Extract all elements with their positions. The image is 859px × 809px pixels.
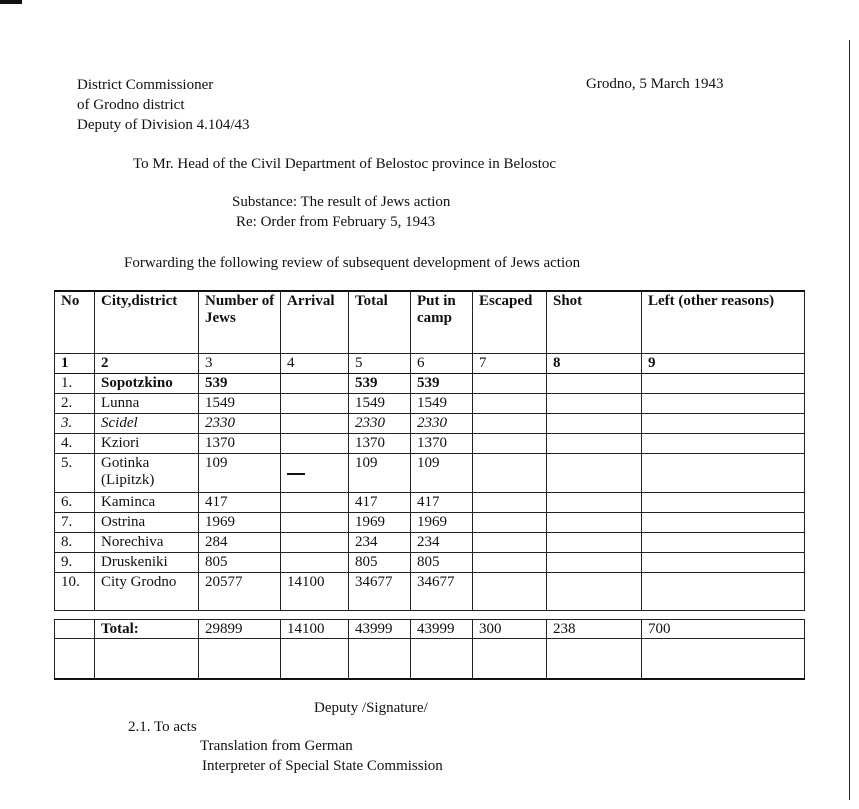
total-row	[55, 620, 805, 639]
cell-arrival: 14100	[281, 573, 349, 611]
cell-jews: 1370	[199, 434, 281, 454]
cell-jews: 417	[199, 493, 281, 513]
total-total: 43999	[349, 620, 411, 639]
cell-camp: 109	[411, 454, 473, 493]
total-left: 700	[642, 620, 805, 639]
cell-total: 417	[349, 493, 411, 513]
cell-shot	[547, 454, 642, 493]
cell-escaped	[473, 434, 547, 454]
table-row	[55, 454, 805, 493]
cell-total: 2330	[349, 414, 411, 434]
table-row	[55, 513, 805, 533]
col-header-left: Left (other reasons)	[642, 291, 805, 354]
cell-jews: 284	[199, 533, 281, 553]
cell-camp: 417	[411, 493, 473, 513]
cell-no: 2.	[55, 394, 95, 414]
total-shot: 238	[547, 620, 642, 639]
cell-camp: 1370	[411, 434, 473, 454]
cell-no: 1.	[55, 374, 95, 394]
cell-left	[642, 454, 805, 493]
blank-cell	[281, 639, 349, 680]
cell-escaped	[473, 533, 547, 553]
cell-no: 7.	[55, 513, 95, 533]
cell-camp: 805	[411, 553, 473, 573]
column-number-row	[55, 354, 805, 374]
cell-left	[642, 513, 805, 533]
cell-arrival	[281, 493, 349, 513]
cell-city: Ostrina	[95, 513, 199, 533]
col-num: 4	[281, 354, 349, 374]
col-header-no: No	[55, 291, 95, 354]
spacer-cell	[55, 611, 805, 620]
cell-arrival	[281, 533, 349, 553]
blank-cell	[642, 639, 805, 680]
total-camp: 43999	[411, 620, 473, 639]
col-header-arrival: Arrival	[281, 291, 349, 354]
acts-line: 2.1. To acts	[128, 719, 197, 735]
cell-no: 4.	[55, 434, 95, 454]
cell-jews: 109	[199, 454, 281, 493]
cell-arrival	[281, 414, 349, 434]
cell-no: 3.	[55, 414, 95, 434]
col-header-camp: Put in camp	[411, 291, 473, 354]
substance-line: Substance: The result of Jews action	[232, 194, 451, 210]
table-row	[55, 533, 805, 553]
col-header-jews: Number of Jews	[199, 291, 281, 354]
cell-shot	[547, 573, 642, 611]
cell-city: Sopotzkino	[95, 374, 199, 394]
cell-city: Kziori	[95, 434, 199, 454]
cell-shot	[547, 553, 642, 573]
cell-no: 8.	[55, 533, 95, 553]
reference-line: Re: Order from February 5, 1943	[236, 214, 436, 230]
cell-total: 1969	[349, 513, 411, 533]
total-label: Total:	[95, 620, 199, 639]
col-num: 3	[199, 354, 281, 374]
cell-city: City Grodno	[95, 573, 199, 611]
sender-line-3: Deputy of Division 4.104/43	[77, 117, 250, 133]
cell-arrival	[281, 394, 349, 414]
cell-escaped	[473, 414, 547, 434]
cell-jews: 20577	[199, 573, 281, 611]
cell-total: 1370	[349, 434, 411, 454]
blank-cell	[95, 639, 199, 680]
cell-escaped	[473, 573, 547, 611]
col-num: 5	[349, 354, 411, 374]
cell-left	[642, 573, 805, 611]
header-row	[55, 291, 805, 354]
cell-left	[642, 374, 805, 394]
cell-camp: 1969	[411, 513, 473, 533]
signature-line: Deputy /Signature/	[314, 700, 428, 716]
cell-total: 234	[349, 533, 411, 553]
cell-jews: 1969	[199, 513, 281, 533]
cell-total: 539	[349, 374, 411, 394]
cell-city	[95, 454, 199, 493]
blank-cell	[349, 639, 411, 680]
col-header-total: Total	[349, 291, 411, 354]
cell-city: Norechiva	[95, 533, 199, 553]
blank-row	[55, 639, 805, 680]
cell-escaped	[473, 513, 547, 533]
cell-camp: 34677	[411, 573, 473, 611]
intro-text: Forwarding the following review of subsequent development of Jews action	[124, 255, 581, 271]
col-num: 6	[411, 354, 473, 374]
translation-line: Translation from German	[200, 738, 353, 754]
cell-left	[642, 394, 805, 414]
interpreter-line: Interpreter of Special State Commission	[202, 758, 443, 774]
total-arrival: 14100	[281, 620, 349, 639]
total-escaped: 300	[473, 620, 547, 639]
place-date: Grodno, 5 March 1943	[586, 76, 724, 92]
cell-no: 5.	[55, 454, 95, 493]
table-row	[55, 374, 805, 394]
cell-total: 34677	[349, 573, 411, 611]
cell-arrival	[281, 553, 349, 573]
cell-escaped	[473, 374, 547, 394]
scan-mark	[0, 0, 22, 4]
cell-total: 805	[349, 553, 411, 573]
blank-cell	[473, 639, 547, 680]
table-row	[55, 573, 805, 611]
total-jews: 29899	[199, 620, 281, 639]
cell-city: Kaminca	[95, 493, 199, 513]
cell-shot	[547, 374, 642, 394]
addressee: To Mr. Head of the Civil Department of Belostoc province in Belostoc	[133, 156, 557, 172]
jews-action-table	[54, 290, 805, 680]
cell-camp: 234	[411, 533, 473, 553]
col-header-city: City,district	[95, 291, 199, 354]
col-num: 8	[547, 354, 642, 374]
table-row	[55, 394, 805, 414]
cell-arrival	[281, 434, 349, 454]
blank-cell	[55, 639, 95, 680]
dash-mark	[287, 473, 305, 475]
cell-city: Lunna	[95, 394, 199, 414]
sender-line-2: of Grodno district	[77, 97, 185, 113]
cell-shot	[547, 434, 642, 454]
col-num: 9	[642, 354, 805, 374]
cell-jews: 539	[199, 374, 281, 394]
cell-no	[55, 620, 95, 639]
blank-cell	[411, 639, 473, 680]
cell-total: 109	[349, 454, 411, 493]
cell-jews: 2330	[199, 414, 281, 434]
col-header-escaped: Escaped	[473, 291, 547, 354]
cell-shot	[547, 493, 642, 513]
cell-city: Scidel	[95, 414, 199, 434]
cell-total: 1549	[349, 394, 411, 414]
cell-left	[642, 553, 805, 573]
cell-left	[642, 414, 805, 434]
cell-arrival	[281, 513, 349, 533]
cell-escaped	[473, 553, 547, 573]
cell-city: Druskeniki	[95, 553, 199, 573]
cell-left	[642, 493, 805, 513]
cell-escaped	[473, 394, 547, 414]
cell-left	[642, 533, 805, 553]
col-num: 7	[473, 354, 547, 374]
page-edge-line	[849, 40, 850, 800]
col-num: 2	[95, 354, 199, 374]
cell-camp: 1549	[411, 394, 473, 414]
cell-escaped	[473, 454, 547, 493]
sender-line-1: District Commissioner	[77, 77, 214, 93]
cell-camp: 539	[411, 374, 473, 394]
col-num: 1	[55, 354, 95, 374]
cell-no: 6.	[55, 493, 95, 513]
col-header-shot: Shot	[547, 291, 642, 354]
cell-shot	[547, 533, 642, 553]
cell-left	[642, 434, 805, 454]
blank-cell	[547, 639, 642, 680]
blank-cell	[199, 639, 281, 680]
cell-no: 10.	[55, 573, 95, 611]
table-row	[55, 414, 805, 434]
cell-jews: 1549	[199, 394, 281, 414]
cell-camp: 2330	[411, 414, 473, 434]
cell-no: 9.	[55, 553, 95, 573]
cell-shot	[547, 414, 642, 434]
cell-arrival	[281, 454, 349, 493]
table-row	[55, 553, 805, 573]
table-row	[55, 434, 805, 454]
cell-shot	[547, 513, 642, 533]
table-row	[55, 493, 805, 513]
spacer-row	[55, 611, 805, 620]
cell-escaped	[473, 493, 547, 513]
cell-arrival	[281, 374, 349, 394]
cell-shot	[547, 394, 642, 414]
cell-city-text: Gotinka (Lipitzk)	[101, 455, 155, 488]
cell-jews: 805	[199, 553, 281, 573]
